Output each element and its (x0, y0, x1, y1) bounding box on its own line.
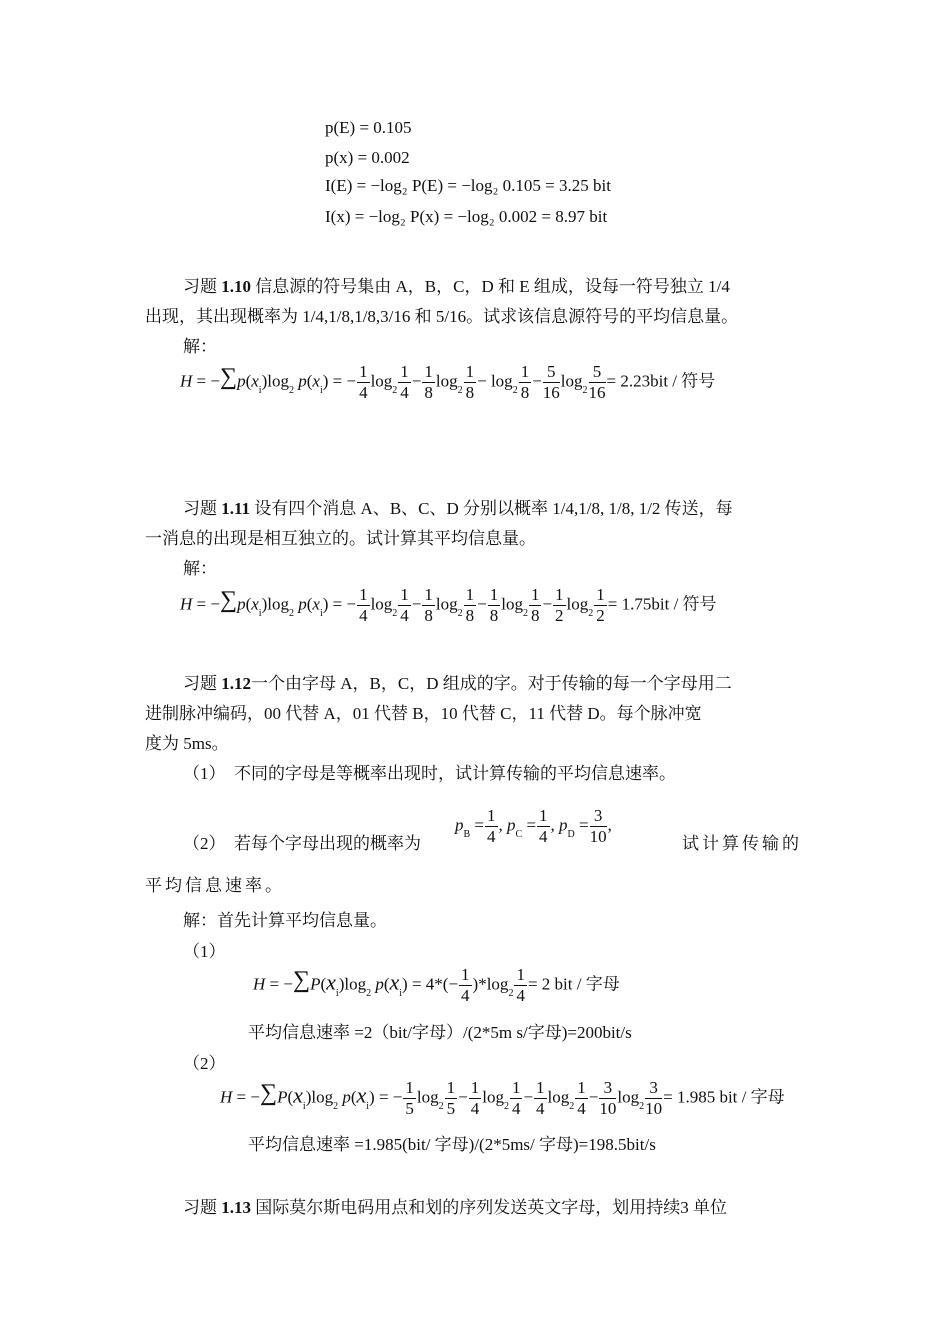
problem-1-11: 习题 1.11 设有四个消息 A、B、C、D 分别以概率 1/4,1/8, 1/8, 1/2 传送，每 一消息的出现是相互独立的。试计算其平均信息量。 解： (145, 499, 733, 578)
rate-case-1: 平均信息速率 =2（bit/字母）/(2*5m s/字母)=200bit/s (248, 1023, 632, 1042)
eq-case-2: $H = -\sum P(x_i)\log_2$ $p(x_i)$ = − $\frac{1}{5}$ $\log_2$ $\frac{1}{5}$ − $\frac{1}{4}$ $\log_2$ $\frac{1}{4}$ − $\frac{1}{4}$ $\log_2$ $\frac{1}{4}$ − $\frac{3}{10}$ $\log_2$ $\frac{3}{10}$ = 1.985 bit / 字母 (220, 1078, 785, 1118)
eq-pE: p(E) = 0.105 (325, 118, 412, 137)
solution-intro: 解：首先计算平均信息量。 (183, 911, 387, 930)
case-2-label: （2） (183, 1054, 226, 1073)
item-2-continued: 平均信息速率。 (145, 876, 285, 895)
item-2-prefix: （2） 若每个字母出现的概率为 (183, 834, 421, 853)
eq-case-1: $H = -\sum P(x_i)\log_2$ $p(x_i) = 4*(-$ $\frac{1}{4}$ )$*\log_2$ $\frac{1}{4}$ = 2 bit / 字母 (253, 965, 620, 1005)
eq-1-11: $H = -\sum p(x_i)\log_2$ $p(x_i)$ = − $\frac{1}{4}$ $\log_2$ $\frac{1}{4}$ − $\frac{1}{8}$ $\log_2$ $\frac{1}{8}$ − $\frac{1}{8}$ $\log_2$ $\frac{1}{8}$ − $\frac{1}{2}$ $\log_2$ $\frac{1}{2}$ = 1.75bit / 符号 (180, 585, 717, 625)
case-1-label: （1） (183, 942, 226, 961)
eq-probabilities: $p_B$ = $\frac{1}{4}$ , $p_C$ = $\frac{1}{4}$ , $p_D$ = $\frac{3}{10}$ , (455, 806, 612, 846)
rate-case-2: 平均信息速率 =1.985(bit/ 字母)/(2*5ms/ 字母)=198.5bit/s (248, 1135, 656, 1154)
item-2-suffix: 试计算传输的 (682, 834, 802, 853)
eq-IE: I(E) = −log₂ P(E) = −log₂ 0.105 = 3.25 bit (325, 176, 611, 195)
eq-px: p(x) = 0.002 (325, 148, 410, 167)
problem-1-10: 习题 1.10 信息源的符号集由 A，B，C，D 和 E 组成，设每一符号独立 1/4 出现，其出现概率为 1/4,1/8,1/8,3/16 和 5/16。试求该信息源符号的平均信息量。 解： (145, 277, 739, 356)
problem-1-13: 习题 1.13 国际莫尔斯电码用点和划的序列发送英文字母，划用持续3 单位 (183, 1198, 727, 1217)
eq-Ix: I(x) = −log₂ P(x) = −log₂ 0.002 = 8.97 bit (325, 207, 608, 226)
eq-1-10: $H = -\sum p(x_i)\log_2$ $p(x_i)$ = − $\frac{1}{4}$ $\log_2$ $\frac{1}{4}$ − $\frac{1}{8}$ $\log_2$ $\frac{1}{8}$ − $\log_2$ $\frac{1}{8}$ − $\frac{5}{16}$ $\log_2$ $\frac{5}{16}$ = 2.23bit / 符号 (180, 362, 716, 402)
problem-1-12: 习题 1.12一个由字母 A，B，C，D 组成的字。对于传输的每一个字母用二 进制脉冲编码，00 代替 A，01 代替 B，10 代替 C，11 代替 D。每个脉冲宽 度为 5ms。 （1） 不同的字母是等概率出现时，试计算传输的平均信息速率。 (145, 674, 732, 783)
